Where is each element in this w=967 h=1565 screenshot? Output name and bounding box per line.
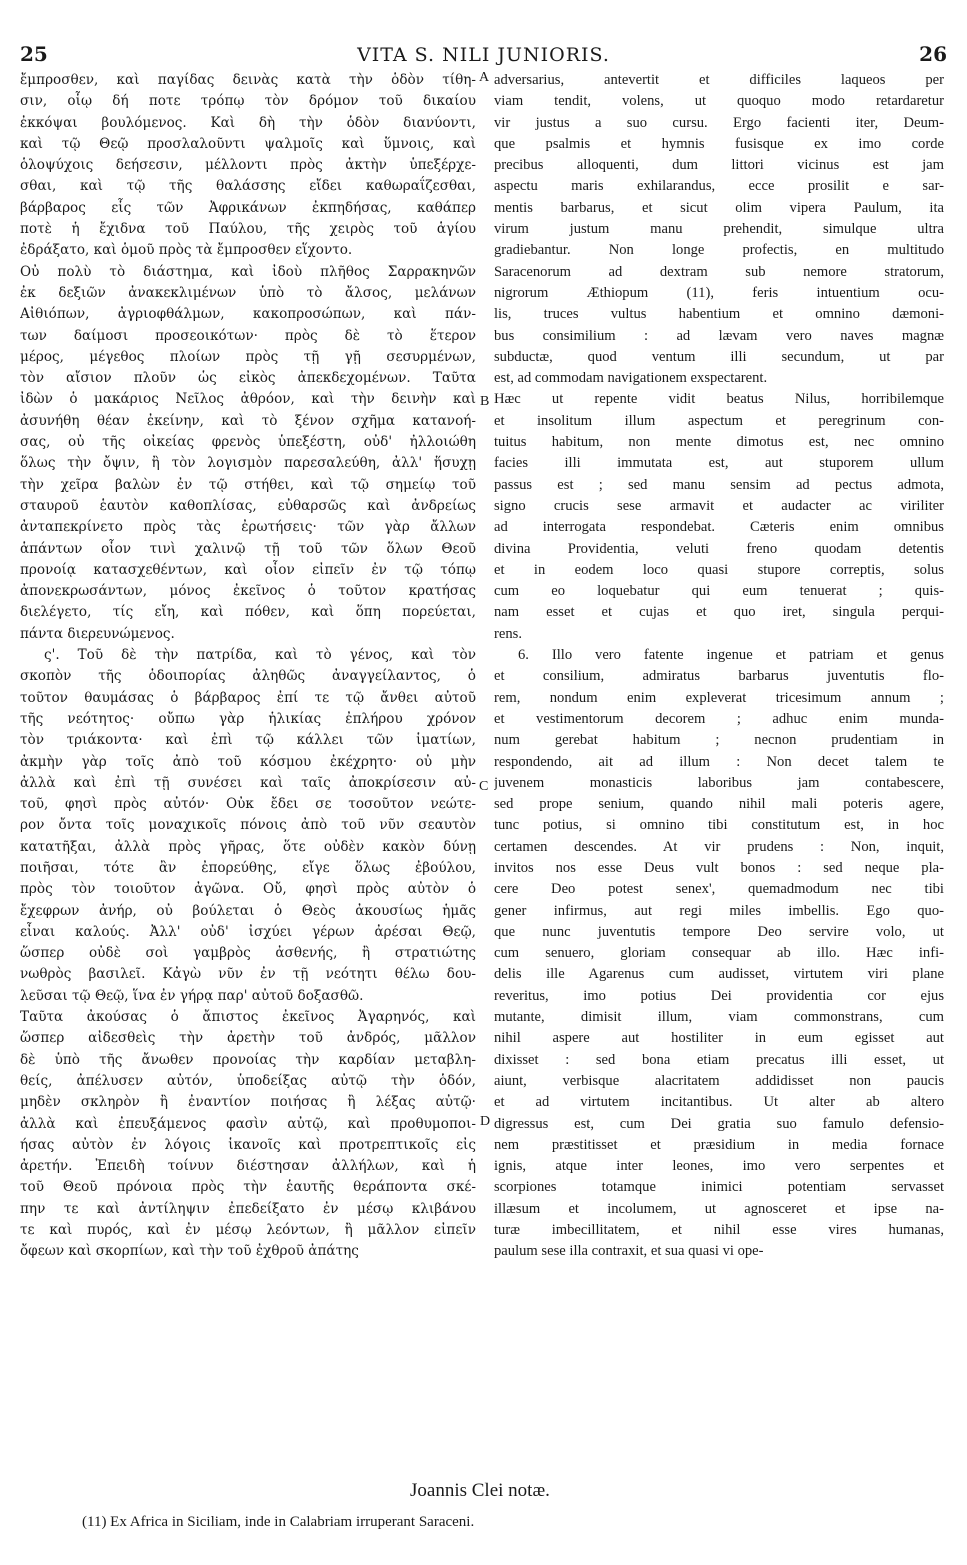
text-line: que nunc juventutis tempore Deo servire volo, ut: [494, 923, 944, 940]
text-line: Οὐ πολὺ τὸ διάστημα, καὶ ἰδοὺ πλῆθος Σαρρακηνῶν: [20, 263, 476, 280]
text-line: num gerebat habitum ; necnon prudentiam in: [494, 732, 944, 749]
text-line: ὅλως τὴν ὄψιν, ἢ τὸν λογισμὸν παρεσαλεύθη, ἀλλ' ἥσυχῃ: [20, 455, 476, 472]
page-header: [20, 42, 947, 72]
text-line: τοῦτον θαυμάσας ὁ βάρβαρος ἐπί τε τῷ ἄνθει αὐτοῦ: [20, 689, 476, 706]
footnote-11: (11) Ex Africa in Siciliam, inde in Calabriam irruperant Saraceni.: [82, 1514, 475, 1530]
text-line: σιν, οἷῳ δή ποτε τρόπῳ τὸν δρόμον τοῦ δικαίου: [20, 93, 476, 110]
text-line: signo crucis sese armavit et audacter ac viriliter: [494, 497, 944, 514]
text-line: est, ad commodam navigationem exspectarent.: [494, 370, 768, 387]
page-number-right: 26: [919, 42, 947, 66]
text-line: ἀρετήν. Ἐπειδὴ τοίνυν διέστησαν ἀλλήλων, καὶ ἡ: [20, 1158, 476, 1175]
text-line: invitos nos esse Deus vult bonos : sed neque pla-: [494, 859, 944, 876]
text-line: μέρος, μέγεθος πλοίων πρὸς τῇ γῇ σεσυρμένων,: [20, 348, 476, 365]
text-line: precibus alloquenti, dum littori vicinus est jam: [494, 157, 944, 174]
text-line: illæsum et incolumem, ut agnosceret et ipse na-: [494, 1200, 944, 1217]
text-line: aspectu maris exhilarandus, ecce prosilit e sar-: [494, 178, 944, 195]
text-line: τὴν χεῖρα βαλὼν ἐν τῷ στήθει, καὶ τῷ σημείῳ τοῦ: [20, 476, 476, 493]
text-line: facies illi immutata est, aut stuporem ullum: [494, 455, 944, 472]
margin-letter-c: C: [479, 779, 489, 794]
latin-text-column: [494, 70, 944, 1263]
text-line: adversarius, antevertit et difficiles laqueos per: [494, 72, 944, 88]
text-line: βάρβαρος εἷς τῶν Ἀφρικάνων ἐκπηδήσας, καθάπερ: [20, 199, 476, 216]
text-line: Ταῦτα ἀκούσας ὁ ἄπιστος ἐκεῖνος Ἀγαρηνός, καὶ: [20, 1009, 476, 1026]
text-line: 6. Illo vero fatente ingenue et patriam et genus: [518, 647, 944, 664]
margin-letter-b: B: [480, 394, 490, 409]
text-line: gener infirmus, aut regi miles imbellis. Ego quo-: [494, 902, 944, 919]
text-line: ἐκ δεξιῶν ἀνακεκλιμένων ὑπὸ τὸ ἄλσος, μελάνων: [20, 284, 476, 301]
text-line: ad interrogata respondebat. Cæteris enim omnibus: [494, 519, 944, 536]
text-line: cere Deo potest senex', quemadmodum nec tibi: [494, 881, 944, 898]
text-line: certamen descendes. At vir prudens : Non, inquit,: [494, 838, 944, 855]
text-line: tunc potius, si omnino tibi constitutum est, in hoc: [494, 817, 944, 834]
text-line: mutante, dimisit illum, viam commonstrans, cum: [494, 1009, 944, 1026]
text-line: aiunt, verbisque alacritatem addidisset non paucis: [494, 1072, 944, 1089]
text-line: εἶναι καλούς. Ἀλλ' οὐδ' ἰσχύει γέρων ἀρέσαι Θεῷ,: [20, 923, 476, 940]
text-line: digressus est, cum Dei gratia suo famulo defensio-: [494, 1115, 944, 1132]
text-line: θείς, ἀπέλυσεν αὐτόν, ὑποδείξας αὐτῷ τὴν ὁδόν,: [20, 1072, 476, 1089]
text-line: λεῦσαι τῷ Θεῷ, ἵνα ἐν γήρᾳ παρ' αὐτοῦ δοξασθῶ.: [20, 987, 364, 1004]
text-line: ρον ὄντα τοῖς μοναχικοῖς πόνοις ἀπὸ τοῦ νῦν σεαυτὸν: [20, 817, 476, 834]
text-line: ἐδράξατο, καὶ ὁμοῦ πρὸς τὰ ἔμπροσθεν εἵχοντο.: [20, 242, 353, 259]
text-line: et in eodem loco quasi stupore correptis, solus: [494, 561, 944, 578]
text-line: ποιῆσαι, τότε ἂν ἐπορεύθης, εἴγε ὅλως ἐβούλου,: [20, 859, 476, 876]
text-line: διελέγετο, τίς εἴη, καὶ πόθεν, καὶ ὅπη πορεύεται,: [20, 604, 476, 621]
notes-heading: Joannis Clei notæ.: [410, 1480, 550, 1501]
text-line: mentis barbarus, et sicut olim vipera Paulum, ita: [494, 199, 944, 216]
text-line: ποτὲ ἡ ἔχιδνα τοῦ Παύλου, τῆς χειρὸς τοῦ ἁγίου: [20, 221, 476, 238]
text-line: τε καὶ πυρός, καὶ ἐν μέσῳ λεόντων, ἢ μᾶλλον εἰπεῖν: [20, 1222, 476, 1239]
text-line: ἀσυνήθη θέαν ἐκείνην, καὶ τὸ ξένον σχῆμα κατανοή-: [20, 412, 476, 429]
text-line: τῆς νεότητος· οὔπω γὰρ ἡλικίας ἐπλήρου χρόνον: [20, 710, 476, 727]
text-line: Saracenorum ad dextram sub nemore stratorum,: [494, 263, 944, 280]
text-line: delis ille Agarenus cum audisset, virtutem viri plane: [494, 966, 944, 983]
text-line: ήσας αὐτὸν ἐν λόγοις ἱκανοῖς καὶ προτρεπτικοῖς εἰς: [20, 1136, 476, 1153]
text-line: πην τε καὶ ἀντίληψιν ἐπεδείξατο ἐν μέσῳ κλιβάνου: [20, 1200, 476, 1217]
text-line: sed prope senium, quando nihil mali poteris agere,: [494, 796, 944, 813]
text-line: ἔμπροσθεν, καὶ παγίδας δεινὰς κατὰ τὴν ὁδὸν τίθη-: [20, 72, 476, 88]
text-line: divina Providentia, veluti freno quodam detentis: [494, 540, 944, 557]
text-line: νωθρὸς βασιλεῖ. Κἀγὼ νῦν ἐν τῇ νεότητι θέλω δου-: [20, 966, 476, 983]
text-line: ς'. Τοῦ δὲ τὴν πατρίδα, καὶ τὸ γένος, καὶ τὸν: [44, 647, 476, 664]
text-line: ignis, atque inter leones, imo vero serpentes et: [494, 1158, 944, 1175]
text-line: et consilium, admiratus barbarus juventutis flo-: [494, 668, 944, 685]
text-line: σθαι, καὶ τῷ τῆς θαλάσσης εἴδει καθωραΐζεσθαι,: [20, 178, 476, 195]
text-line: virum justum manu prehendit, simulque ultra: [494, 221, 944, 238]
margin-letter-d: D: [480, 1114, 491, 1129]
margin-letter-a: A: [479, 70, 490, 85]
text-line: vir justus a suo cursu. Ergo facienti iter, Deum-: [494, 114, 944, 131]
text-line: ὁλοψύχοις δεήσεσιν, μέλλοντι πρὸς ἀκτὴν ὑπεξέρχε-: [20, 157, 476, 174]
text-line: reveritus, imo potius Dei providentia cor ejus: [494, 987, 944, 1004]
text-line: ὄφεων καὶ σκορπίων, καὶ τὴν τοῦ ἐχθροῦ ἀπάτης: [20, 1243, 359, 1260]
text-line: ἀπονεκρωσάντων, μόνος ἐκεῖνος ὁ τοῦτον κρατήσας: [20, 583, 476, 600]
text-line: τοῦ, φησὶ πρὸς αὐτόν· Οὐκ ἔδει σε τοσοῦτον νεώτε-: [20, 796, 476, 813]
text-line: σταυροῦ ἑαυτὸν καθοπλίσας, εὐθαρσῶς καὶ ἀνδρείως: [20, 497, 476, 514]
text-line: σκοπὸν τῆς ὁδοιπορίας ἀληθῶς ἀναγγείλαντος, ὁ: [20, 668, 476, 685]
text-line: ἐκκόψαι βουλόμενος. Καὶ δὴ τὴν ὁδὸν διανύοντι,: [20, 114, 476, 131]
greek-text-column: [20, 70, 476, 1263]
text-line: μηδὲν σκληρὸν ἢ ἐναντίον ποιήσας ἢ λέξας αὐτῷ·: [20, 1094, 476, 1111]
text-line: paulum sese illa contraxit, et sua quasi vi ope-: [494, 1243, 764, 1260]
text-line: ἀλλὰ καὶ ἐπευξάμενος φασὶν αὐτῷ, καὶ προθυμοποι-: [20, 1115, 476, 1132]
text-line: et insolitum illum aspectum et peregrinum con-: [494, 412, 944, 429]
text-line: nam esset et cujas et quo iret, singula perqui-: [494, 604, 944, 621]
text-line: πάντα διερευνώμενος.: [20, 625, 175, 642]
text-line: Hæc ut repente vidit beatus Nilus, horribilemque: [494, 391, 944, 408]
text-line: ἀκμὴν γὰρ τοῖς ἀπὸ τοῦ κόσμου ἐκέχρητο· οὐ μὴν: [20, 753, 476, 770]
text-line: et ad virtutem incitantibus. Ut alter ab altero: [494, 1094, 944, 1111]
text-line: ἀλλὰ καὶ ἐπὶ τῇ συνέσει καὶ ταῖς ἀποκρίσεσιν αὐ-: [20, 774, 476, 791]
text-line: nigrorum Æthiopum (11), feris intuentium ocu-: [494, 284, 944, 301]
text-line: turæ imbecillitatem, et nihil esse vires humanas,: [494, 1222, 944, 1239]
text-line: nihil aspere aut hostiliter in eum egisset aut: [494, 1030, 944, 1047]
running-title: VITA S. NILI JUNIORIS.: [357, 44, 610, 66]
text-line: rem, nondum enim expleverat tricesimum annum ;: [494, 689, 944, 706]
text-line: ὥσπερ αἰδεσθεὶς τὴν ἀρετὴν τοῦ ἀνδρός, μᾶλλον: [20, 1030, 476, 1047]
text-line: κατατῆξαι, ἀλλὰ πρὸς γῆρας, ὅτε οὐδὲν κακὸν δύνῃ: [20, 838, 476, 855]
text-line: nem præstitisset et præsidium in media fornace: [494, 1136, 944, 1153]
text-line: dixisset : sed bona etiam precatus illi esset, ut: [494, 1051, 944, 1068]
text-line: Αἰθιόπων, ἀγριοφθάλμων, κακοπροσώπων, καὶ πάν-: [20, 306, 476, 323]
text-line: των δαίμοσι προσεοικότων· πρὸς δὲ τὸ ἕτερον: [20, 327, 476, 344]
text-line: τὸν αἴσιον πλοῦν ὡς εἰκὸς ἀπεκδεχομένων. Ταῦτα: [20, 370, 476, 387]
text-line: respondendo, ait ad illum : Non decet talem te: [494, 753, 944, 770]
text-line: σας, οὐ τῆς οἰκείας φρενὸς ὑπεξέστη, οὐδ' ἠλλοιώθη: [20, 434, 476, 451]
text-line: προνοίᾳ κατασχεθέντων, καὶ οἷον εἰπεῖν ἐν τῷ τόπῳ: [20, 561, 476, 578]
text-line: gradiebantur. Non longe profectis, en multitudo: [494, 242, 944, 259]
text-line: ἔχεφρων ἀνήρ, οὐ βούλεται ὁ Θεὸς ἀκουσίως ἡμᾶς: [20, 902, 476, 919]
text-line: et vestimentorum decorem ; adhuc enim munda-: [494, 710, 944, 727]
page-number-left: 25: [20, 42, 48, 66]
text-line: rens.: [494, 625, 522, 642]
text-line: δὲ ὑπὸ τῆς ἄνωθεν προνοίας τὴν καρδίαν μεταβλη-: [20, 1051, 476, 1068]
text-line: ἁπάντων οἷον τινὶ χαλινῷ τῇ τοῦ τῶν ὅλων Θεοῦ: [20, 540, 476, 557]
text-line: passus est ; sed manu sensim ad pectus admota,: [494, 476, 944, 493]
text-line: πρὸς τὸν τοιοῦτον ἀγῶνα. Οὔ, φησὶ πρὸς αὐτὸν ὁ: [20, 881, 476, 898]
text-line: bus consimilium : ad lævam vero naves magnæ: [494, 327, 944, 344]
text-line: subductæ, quod ventum illi secundum, ut par: [494, 348, 944, 365]
text-line: ἀνταπεκρίνετο πρὸς τὰς ἐρωτήσεις· τῶν γὰρ ἄλλων: [20, 519, 476, 536]
text-line: que psalmis et hymnis fusisque ex imo corde: [494, 135, 944, 152]
text-line: καὶ τῷ Θεῷ προσλαλοῦντι ψαλμοῖς καὶ ὕμνοις, καὶ: [20, 135, 476, 152]
text-line: τὸν τριάκοντα· καὶ ἐπὶ τῷ κάλλει τῶν ἱματίων,: [20, 732, 476, 749]
text-line: viam tendit, volens, ut quoquo modo retardaretur: [494, 93, 944, 110]
text-line: cum senuero, gloriam consequar ab illo. Hæc infi-: [494, 945, 944, 962]
text-line: ὥσπερ οὐδὲ σοὶ γαμβρὸς ἀσθενής, ἢ στρατιώτης: [20, 945, 476, 962]
text-line: scorpiones totamque inimici potentiam servasset: [494, 1179, 944, 1196]
text-line: tuitus habitum, non mente dimotus est, nec omnino: [494, 434, 944, 451]
text-line: juvenem monasticis laboribus jam contabescere,: [494, 774, 944, 791]
text-line: lis, truces vultus habentium et omnino dæmoni-: [494, 306, 944, 323]
text-line: τοῦ Θεοῦ πρόνοια πρὸς τὴν ἑαυτῆς θεράποντα σκέ-: [20, 1179, 476, 1196]
text-line: ἰδὼν ὁ μακάριος Νεῖλος ἀθρόον, καὶ τὴν δεινὴν καὶ: [20, 391, 476, 408]
text-line: cum eo loquebatur qui eum tenuerat ; quis-: [494, 583, 944, 600]
